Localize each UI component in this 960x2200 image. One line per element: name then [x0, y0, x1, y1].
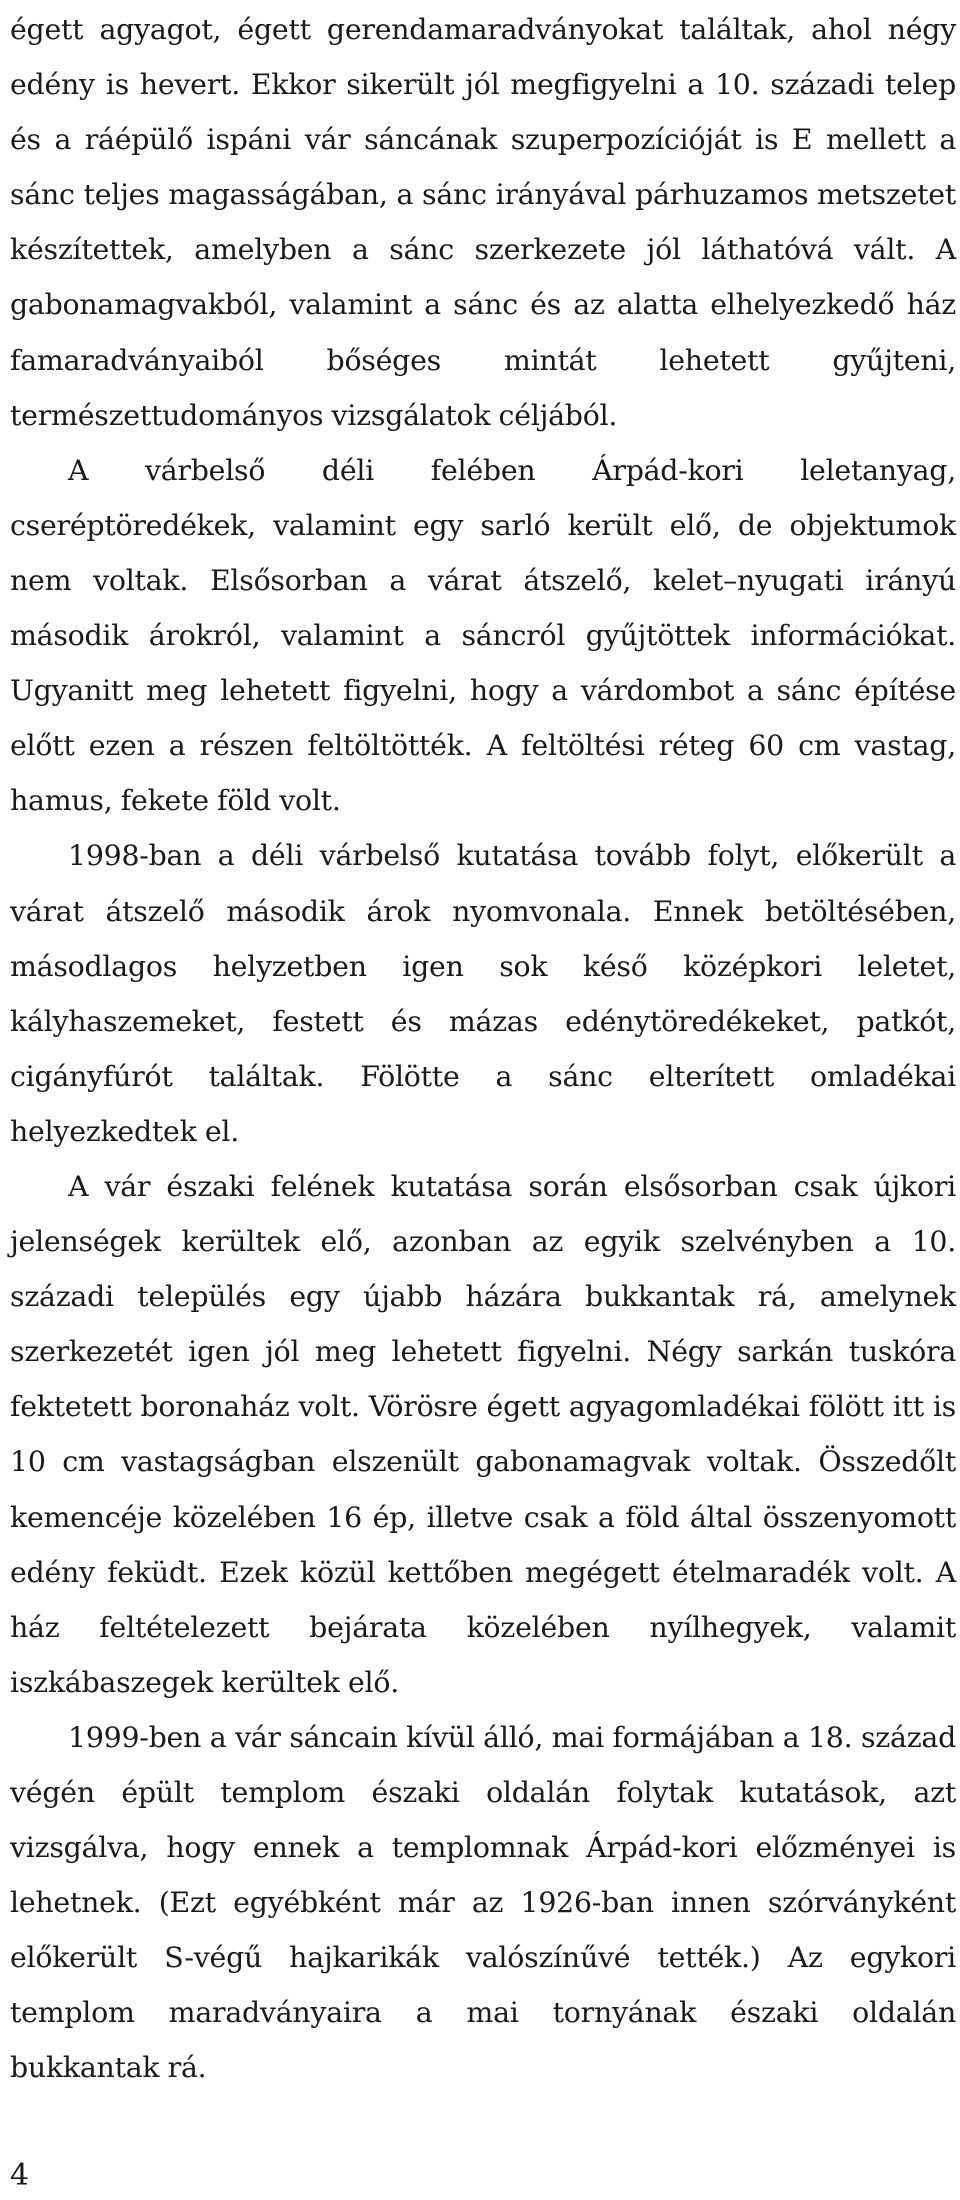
page-number: 4	[10, 2158, 30, 2193]
paragraph-continuation: égett agyagot, égett gerendamaradványokat találtak, ahol négy edény is hevert. Ekkor sikerült jól megfigyelni a 10. századi telep és a ráépülő ispáni vár sáncának szuperpozícióját is E mellett a sánc teljes magasságában, a sánc irányával párhuzamos metszetet készítettek, amelyben a sánc szerkezete jól láthatóvá vált. A gabonamagvakból, valamint a sánc és az alatta elhelyezkedő ház famaradványaiból bőséges mintát lehetett gyűjteni, természettudományos vizsgálatok céljából.	[10, 13, 956, 432]
document-page	[10, 0, 956, 2200]
paragraph-northern-castle: A vár északi felének kutatása során elsősorban csak újkori jelenségek kerültek elő, azonban az egyik szelvényben a 10. századi település egy újabb házára bukkantak rá, amelynek szerkezetét igen jól meg lehetett figyelni. Négy sarkán tuskóra fektetett boronaház volt. Vörösre égett agyagomladékai fölött itt is 10 cm vastagságban elszenült gabonamagvak voltak. Összedőlt kemencéje közelében 16 ép, illetve csak a föld által összenyomott edény feküdt. Ezek közül kettőben megégett ételmaradék volt. A ház feltételezett bejárata közelében nyílhegyek, valamit iszkábaszegek kerültek elő.	[10, 1169, 956, 1699]
paragraph-1999-church: 1999-ben a vár sáncain kívül álló, mai formájában a 18. század végén épült templom északi oldalán folytak kutatások, azt vizsgálva, hogy ennek a templomnak Árpád-kori előzményei is lehetnek. (Ezt egyébként már az 1926-ban innen szórványként előkerült S-végű hajkarikák valószínűvé tették.) Az egykori templom maradványaira a mai tornyának északi oldalán bukkantak rá.	[10, 1720, 956, 2085]
paragraph-southern-inner-castle: A várbelső déli felében Árpád-kori leletanyag, cseréptöredékek, valamint egy sarló került elő, de objektumok nem voltak. Elsősorban a várat átszelő, kelet–nyugati irányú második árokról, valamint a sáncról gyűjtöttek információkat. Ugyanitt meg lehetett figyelni, hogy a várdombot a sánc építése előtt ezen a részen feltöltötték. A feltöltési réteg 60 cm vastag, hamus, fekete föld volt.	[10, 453, 956, 818]
body-text	[10, 2, 956, 2096]
paragraph-1998-research: 1998-ban a déli várbelső kutatása tovább folyt, előkerült a várat átszelő második árok nyomvonala. Ennek betöltésében, másodlagos helyzetben igen sok késő középkori leletet, kályhaszemeket, festett és mázas edénytöredékeket, patkót, cigányfúrót találtak. Fölötte a sánc elterített omladékai helyezkedtek el.	[10, 839, 956, 1148]
